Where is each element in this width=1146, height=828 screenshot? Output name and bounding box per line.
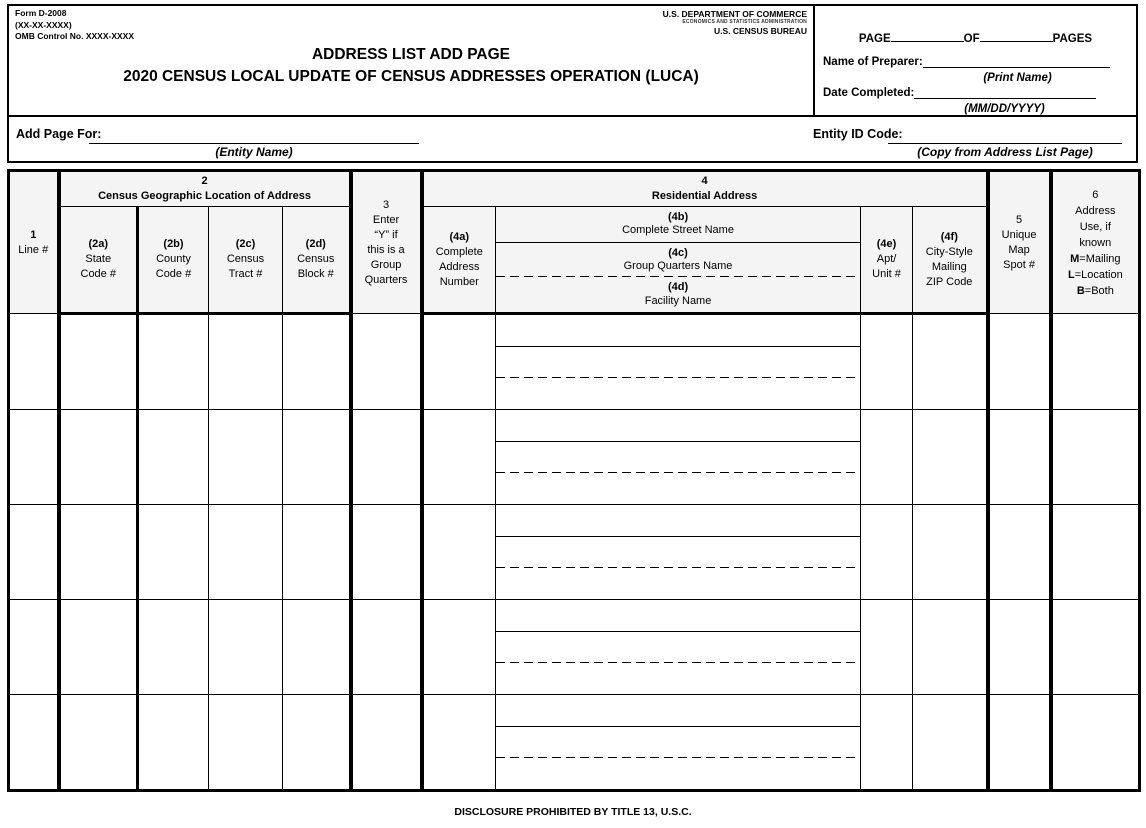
cell-census-block[interactable]	[283, 314, 351, 410]
cell-census-block[interactable]	[283, 695, 351, 791]
cell-census-tract[interactable]	[209, 505, 283, 600]
date-completed-label: Date Completed:	[823, 87, 915, 99]
cell-state-code[interactable]	[59, 600, 138, 695]
page-number-field[interactable]	[891, 30, 964, 42]
cell-state-code[interactable]	[59, 314, 138, 410]
add-page-for-label: Add Page For:	[16, 127, 102, 141]
cell-zip-code[interactable]	[913, 600, 988, 695]
cell-map-spot[interactable]	[988, 314, 1051, 410]
col-header-zip-code: (4f) City-Style Mailing ZIP Code	[913, 207, 988, 314]
table-row	[9, 410, 1140, 505]
form-number: Form D-2008	[15, 8, 67, 18]
page-label: PAGE	[858, 33, 891, 45]
cell-zip-code[interactable]	[913, 695, 988, 791]
table-row	[9, 600, 1140, 695]
form-meta	[15, 8, 134, 43]
cell-county-code[interactable]	[138, 695, 209, 791]
col-header-line-number: 1 Line #	[9, 171, 59, 314]
form-approval: (XX-XX-XXXX)	[15, 19, 72, 30]
page-title	[9, 44, 813, 88]
cell-state-code[interactable]	[59, 505, 138, 600]
cell-address-number[interactable]	[422, 410, 496, 505]
cell-address-use[interactable]	[1051, 314, 1140, 410]
preparer-name-field[interactable]	[923, 56, 1110, 68]
facility-name-entry-line[interactable]	[496, 473, 860, 504]
preparer-name-label: Name of Preparer:	[823, 56, 923, 68]
total-pages-field[interactable]	[980, 30, 1053, 42]
cell-address-number[interactable]	[422, 600, 496, 695]
group-quarters-name-entry-line[interactable]	[496, 537, 860, 568]
cell-map-spot[interactable]	[988, 695, 1051, 791]
cell-line-number[interactable]	[9, 695, 59, 791]
cell-address-number[interactable]	[422, 314, 496, 410]
header-left-area	[9, 6, 813, 115]
entity-id-field[interactable]	[888, 121, 1122, 144]
cell-census-block[interactable]	[283, 505, 351, 600]
col-header-address-number: (4a) Complete Address Number	[422, 207, 496, 314]
street-name-entry-line[interactable]	[496, 506, 860, 538]
cell-zip-code[interactable]	[913, 505, 988, 600]
table-row	[9, 695, 1140, 791]
cell-census-block[interactable]	[283, 410, 351, 505]
cell-group-quarters-flag[interactable]	[351, 505, 422, 600]
cell-address-number[interactable]	[422, 505, 496, 600]
street-name-entry-line[interactable]	[496, 316, 860, 348]
group-quarters-name-entry-line[interactable]	[496, 442, 860, 473]
col-header-county-code: (2b) County Code #	[138, 207, 209, 314]
cell-zip-code[interactable]	[913, 314, 988, 410]
agency-dept: U.S. DEPARTMENT OF COMMERCE	[662, 9, 807, 19]
cell-apt-unit[interactable]	[861, 695, 913, 791]
col-group-residential-address: 4 Residential Address	[422, 171, 988, 207]
of-label: OF	[963, 33, 980, 45]
preparer-box	[813, 6, 1136, 115]
date-format-caption: (MM/DD/YYYY)	[964, 103, 1045, 115]
cell-county-code[interactable]	[138, 314, 209, 410]
col-header-census-block: (2d) Census Block #	[283, 207, 351, 314]
entity-name-field[interactable]	[89, 121, 419, 144]
disclosure-notice: DISCLOSURE PROHIBITED BY TITLE 13, U.S.C.	[454, 806, 692, 818]
cell-line-number[interactable]	[9, 410, 59, 505]
agency-admin: ECONOMICS AND STATISTICS ADMINISTRATION	[682, 19, 807, 25]
col-header-street-name: (4b) Complete Street Name	[496, 207, 860, 243]
group-quarters-name-entry-line[interactable]	[496, 727, 860, 758]
street-name-entry-line[interactable]	[496, 601, 860, 633]
col-header-state-code: (2a) State Code #	[59, 207, 138, 314]
cell-group-quarters-flag[interactable]	[351, 314, 422, 410]
cell-address-number[interactable]	[422, 695, 496, 791]
cell-address-use[interactable]	[1051, 695, 1140, 791]
col-header-facility-name: (4d) Facility Name	[644, 281, 712, 307]
cell-street-gq-facility	[496, 505, 861, 600]
cell-address-use[interactable]	[1051, 505, 1140, 600]
page-title-line1: ADDRESS LIST ADD PAGE	[311, 46, 511, 63]
facility-name-entry-line[interactable]	[496, 568, 860, 599]
group-quarters-name-entry-line[interactable]	[496, 632, 860, 663]
entity-id-caption: (Copy from Address List Page)	[917, 145, 1093, 159]
cell-county-code[interactable]	[138, 600, 209, 695]
cell-address-use[interactable]	[1051, 600, 1140, 695]
street-name-entry-line[interactable]	[496, 411, 860, 443]
cell-street-gq-facility	[496, 600, 861, 695]
cell-county-code[interactable]	[138, 505, 209, 600]
cell-map-spot[interactable]	[988, 600, 1051, 695]
cell-state-code[interactable]	[59, 410, 138, 505]
cell-county-code[interactable]	[138, 410, 209, 505]
col-header-apt-unit: (4e) Apt/ Unit #	[861, 207, 913, 314]
col-header-census-tract: (2c) Census Tract #	[209, 207, 283, 314]
cell-apt-unit[interactable]	[861, 505, 913, 600]
cell-census-tract[interactable]	[209, 600, 283, 695]
col-header-street-gq-facility	[496, 207, 861, 314]
group-quarters-name-entry-line[interactable]	[496, 347, 860, 378]
omb-control: OMB Control No. XXXX-XXXX	[15, 31, 135, 41]
cell-group-quarters-flag[interactable]	[351, 410, 422, 505]
cell-census-tract[interactable]	[209, 695, 283, 791]
cell-map-spot[interactable]	[988, 410, 1051, 505]
cell-street-gq-facility	[496, 314, 861, 410]
cell-group-quarters-flag[interactable]	[351, 695, 422, 791]
facility-name-entry-line[interactable]	[496, 378, 860, 409]
entity-name-caption: (Entity Name)	[215, 145, 293, 159]
agency-block	[663, 9, 807, 36]
table-row	[9, 505, 1140, 600]
cell-census-block[interactable]	[283, 600, 351, 695]
print-name-caption: (Print Name)	[983, 72, 1052, 84]
page-of-pages-row	[815, 30, 1136, 45]
cell-apt-unit[interactable]	[861, 600, 913, 695]
address-list-table	[7, 169, 1141, 792]
table-row	[9, 314, 1140, 410]
facility-name-entry-line[interactable]	[496, 758, 860, 789]
agency-bureau: U.S. CENSUS BUREAU	[713, 26, 807, 36]
entity-id-label: Entity ID Code:	[813, 127, 903, 141]
cell-census-tract[interactable]	[209, 410, 283, 505]
cell-line-number[interactable]	[9, 600, 59, 695]
cell-map-spot[interactable]	[988, 505, 1051, 600]
col-header-group-quarters-name: (4c) Group Quarters Name	[496, 243, 860, 278]
cell-group-quarters-flag[interactable]	[351, 600, 422, 695]
col-header-map-spot: 5 Unique Map Spot #	[988, 171, 1051, 314]
pages-label: PAGES	[1052, 33, 1093, 45]
col-header-address-use: 6 Address Use, if known M=Mailing L=Location B=Both	[1051, 171, 1140, 314]
cell-zip-code[interactable]	[913, 410, 988, 505]
cell-line-number[interactable]	[9, 314, 59, 410]
cell-census-tract[interactable]	[209, 314, 283, 410]
col-group-census-geo-location: 2 Census Geographic Location of Address	[59, 171, 351, 207]
page-title-line2: 2020 CENSUS LOCAL UPDATE OF CENSUS ADDRESSES OPERATION (LUCA)	[123, 68, 699, 85]
col-header-group-quarters-flag: 3 Enter “Y” if this is a Group Quarters	[351, 171, 422, 314]
cell-apt-unit[interactable]	[861, 314, 913, 410]
cell-line-number[interactable]	[9, 505, 59, 600]
street-name-entry-line[interactable]	[496, 696, 860, 728]
add-page-band	[9, 115, 1136, 161]
form-header-section	[7, 4, 1138, 163]
cell-state-code[interactable]	[59, 695, 138, 791]
date-completed-field[interactable]	[914, 87, 1096, 99]
cell-address-use[interactable]	[1051, 410, 1140, 505]
cell-street-gq-facility	[496, 695, 861, 791]
facility-name-entry-line[interactable]	[496, 663, 860, 694]
cell-street-gq-facility	[496, 410, 861, 505]
cell-apt-unit[interactable]	[861, 410, 913, 505]
